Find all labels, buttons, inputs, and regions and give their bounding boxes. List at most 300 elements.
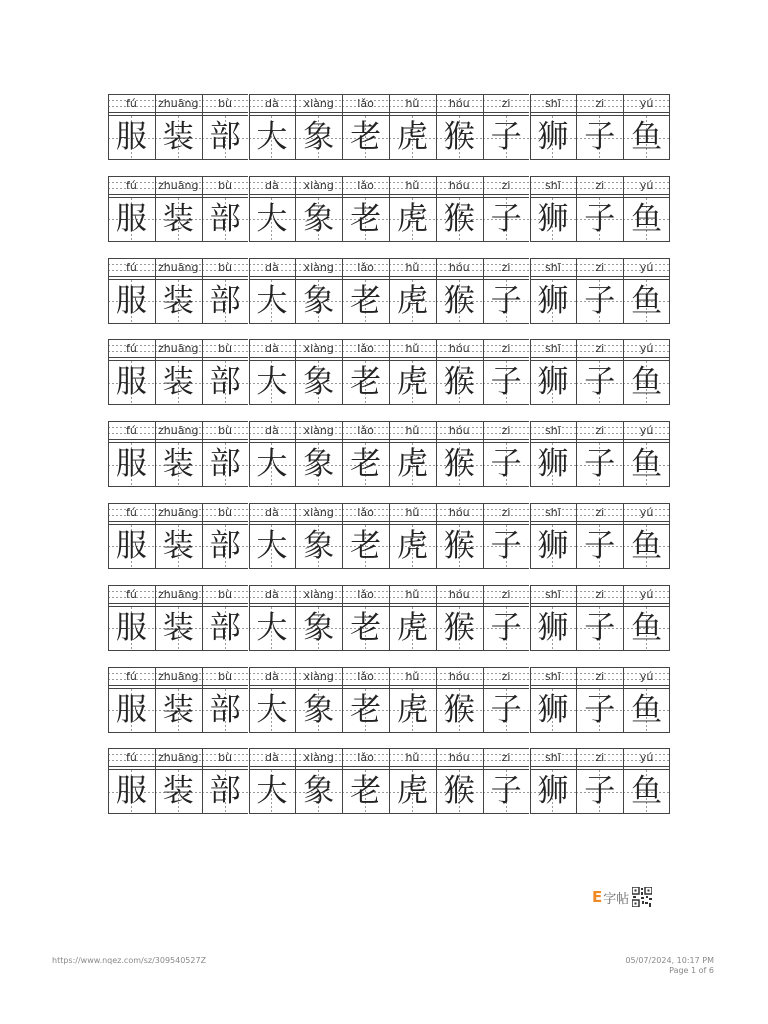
hanzi-box (576, 606, 623, 651)
hanzi-box (295, 279, 342, 324)
practice-row (108, 503, 670, 569)
hanzi-character: 老 (350, 773, 382, 810)
hanzi-character: 老 (350, 691, 382, 728)
pinyin-box (249, 258, 296, 277)
cell-divider (530, 667, 531, 733)
pinyin-box (342, 585, 389, 604)
pinyin-box (623, 421, 670, 440)
practice-cell (483, 176, 530, 242)
pinyin-text: hóu (448, 751, 470, 765)
pinyin-text: hóu (448, 424, 470, 438)
practice-cell (530, 339, 577, 405)
hanzi-box (576, 115, 623, 160)
hanzi-box (389, 524, 436, 569)
pinyin-text: shī (545, 505, 561, 519)
pinyin-text: xiàng (303, 751, 334, 765)
pinyin-box (389, 258, 436, 277)
hanzi-character: 服 (115, 691, 147, 728)
hanzi-box (436, 360, 483, 405)
hanzi-character: 老 (350, 446, 382, 483)
pinyin-text: hǔ (405, 505, 420, 519)
cell-divider (108, 421, 109, 487)
hanzi-character: 鱼 (631, 119, 663, 155)
practice-cell (576, 176, 623, 242)
practice-cell (108, 94, 155, 160)
pinyin-text: hǔ (405, 178, 420, 192)
practice-cell (530, 748, 577, 814)
hanzi-box (623, 606, 670, 651)
pinyin-text: zhuāng (158, 178, 199, 192)
pinyin-box (576, 421, 623, 440)
pinyin-text: yú (639, 178, 654, 192)
cell-divider (530, 421, 531, 487)
hanzi-character: 狮 (537, 773, 569, 810)
hanzi-box (623, 360, 670, 405)
cell-divider (669, 748, 670, 814)
cell-divider (436, 421, 437, 487)
practice-cell (108, 258, 155, 324)
practice-cell (155, 748, 202, 814)
cell-divider (530, 339, 531, 405)
practice-row (108, 748, 670, 814)
hanzi-box (436, 606, 483, 651)
footer-meta (625, 956, 714, 976)
pinyin-text: fú (125, 260, 137, 274)
hanzi-box (483, 688, 530, 733)
practice-cell (623, 176, 670, 242)
hanzi-box (436, 688, 483, 733)
pinyin-box (295, 421, 342, 440)
pinyin-text: fú (125, 178, 137, 192)
practice-cell (295, 421, 342, 487)
cell-divider (436, 176, 437, 242)
pinyin-text: hóu (448, 97, 470, 110)
hanzi-character: 狮 (537, 119, 569, 155)
pinyin-text: hóu (448, 587, 470, 601)
cell-divider (483, 748, 484, 814)
hanzi-character: 鱼 (631, 691, 663, 728)
pinyin-text: lǎo (357, 669, 374, 683)
cell-divider (249, 339, 250, 405)
pinyin-box (576, 94, 623, 113)
pinyin-text: dà (265, 751, 279, 765)
hanzi-box (576, 769, 623, 814)
hanzi-box (483, 524, 530, 569)
cell-divider (669, 667, 670, 733)
pinyin-box (483, 339, 530, 358)
practice-cell (389, 667, 436, 733)
practice-cell (108, 748, 155, 814)
practice-cell (623, 339, 670, 405)
cell-divider (342, 339, 343, 405)
practice-cell (436, 339, 483, 405)
cell-divider (295, 94, 296, 160)
hanzi-character: 部 (209, 282, 241, 319)
hanzi-box (155, 115, 202, 160)
practice-cell (108, 585, 155, 651)
cell-divider (483, 258, 484, 324)
hanzi-box (295, 442, 342, 487)
pinyin-box (202, 748, 249, 767)
pinyin-text: bù (218, 669, 233, 683)
hanzi-box (155, 197, 202, 242)
practice-cell (530, 585, 577, 651)
cell-divider (342, 667, 343, 733)
pinyin-text: shī (545, 260, 561, 274)
hanzi-character: 大 (256, 527, 288, 564)
cell-divider (108, 94, 109, 160)
hanzi-character: 象 (303, 119, 335, 155)
hanzi-box (389, 360, 436, 405)
practice-cell (623, 667, 670, 733)
hanzi-box (483, 197, 530, 242)
cell-divider (342, 503, 343, 569)
pinyin-box (483, 258, 530, 277)
cell-divider (249, 748, 250, 814)
pinyin-text: dà (265, 97, 279, 110)
practice-cell (483, 585, 530, 651)
pinyin-box (108, 667, 155, 686)
pinyin-box (155, 585, 202, 604)
pinyin-text: lǎo (357, 587, 374, 601)
hanzi-box (249, 115, 296, 160)
hanzi-box (530, 115, 577, 160)
cell-divider (108, 667, 109, 733)
cell-divider (342, 585, 343, 651)
hanzi-box (249, 197, 296, 242)
cell-divider (249, 503, 250, 569)
pinyin-text: zi (501, 178, 511, 192)
pinyin-box (389, 94, 436, 113)
pinyin-text: zhuāng (158, 505, 199, 519)
pinyin-box (108, 748, 155, 767)
pinyin-box (530, 176, 577, 195)
hanzi-character: 猴 (443, 282, 475, 319)
cell-divider (389, 339, 390, 405)
hanzi-box (483, 606, 530, 651)
hanzi-box (342, 279, 389, 324)
cell-divider (249, 258, 250, 324)
hanzi-box (623, 524, 670, 569)
practice-cell (108, 667, 155, 733)
practice-cell (155, 258, 202, 324)
hanzi-character: 子 (490, 200, 522, 237)
practice-cell (295, 748, 342, 814)
pinyin-text: shī (545, 342, 561, 356)
practice-cell (389, 176, 436, 242)
practice-cell (295, 585, 342, 651)
logo-text: 字帖 (603, 891, 630, 907)
pinyin-box (108, 421, 155, 440)
hanzi-box (249, 360, 296, 405)
cell-divider (530, 748, 531, 814)
cell-divider (108, 339, 109, 405)
pinyin-box (623, 339, 670, 358)
hanzi-box (295, 688, 342, 733)
practice-cell (155, 585, 202, 651)
practice-cell (576, 421, 623, 487)
hanzi-character: 大 (256, 609, 288, 646)
logo-mark: E (592, 888, 603, 906)
hanzi-character: 老 (350, 364, 382, 401)
cell-divider (576, 339, 577, 405)
hanzi-character: 子 (490, 119, 522, 155)
hanzi-box (202, 197, 249, 242)
practice-cell (108, 421, 155, 487)
pinyin-text: xiàng (303, 342, 334, 356)
hanzi-character: 服 (115, 282, 147, 319)
pinyin-box (108, 585, 155, 604)
pinyin-box (202, 94, 249, 113)
practice-cell (436, 176, 483, 242)
practice-cell (436, 258, 483, 324)
hanzi-box (295, 360, 342, 405)
practice-cell (155, 421, 202, 487)
hanzi-box (295, 769, 342, 814)
practice-cell (155, 339, 202, 405)
hanzi-box (623, 442, 670, 487)
hanzi-box (155, 360, 202, 405)
pinyin-text: fú (125, 587, 137, 601)
pinyin-box (202, 503, 249, 522)
pinyin-box (483, 94, 530, 113)
cell-divider (623, 421, 624, 487)
cell-divider (202, 585, 203, 651)
hanzi-box (483, 769, 530, 814)
pinyin-text: shī (545, 424, 561, 438)
footer-datetime: 05/07/2024, 10:17 PM (625, 956, 714, 965)
cell-divider (295, 176, 296, 242)
cell-divider (389, 258, 390, 324)
hanzi-character: 部 (209, 119, 241, 155)
hanzi-box (202, 769, 249, 814)
hanzi-character: 虎 (396, 282, 428, 319)
pinyin-box (530, 667, 577, 686)
hanzi-box (155, 442, 202, 487)
hanzi-character: 装 (162, 527, 194, 564)
hanzi-box (530, 360, 577, 405)
pinyin-box (295, 503, 342, 522)
cell-divider (249, 585, 250, 651)
pinyin-text: yú (639, 424, 654, 438)
hanzi-character: 猴 (443, 773, 475, 810)
pinyin-text: dà (265, 505, 279, 519)
cell-divider (576, 258, 577, 324)
pinyin-box (249, 585, 296, 604)
hanzi-character: 部 (209, 527, 241, 564)
cell-divider (342, 176, 343, 242)
practice-cell (483, 258, 530, 324)
pinyin-text: xiàng (303, 669, 334, 683)
cell-divider (669, 503, 670, 569)
pinyin-text: lǎo (357, 97, 374, 110)
practice-cell (530, 421, 577, 487)
pinyin-box (155, 667, 202, 686)
pinyin-text: zi (501, 587, 511, 601)
practice-cell (576, 94, 623, 160)
cell-divider (483, 339, 484, 405)
practice-cell (576, 258, 623, 324)
pinyin-text: zi (501, 342, 511, 356)
hanzi-character: 虎 (396, 364, 428, 401)
pinyin-text: xiàng (303, 505, 334, 519)
practice-cell (155, 667, 202, 733)
hanzi-character: 子 (584, 527, 616, 564)
practice-row (108, 339, 670, 405)
pinyin-text: zhuāng (158, 342, 199, 356)
pinyin-text: shī (545, 178, 561, 192)
practice-cell (202, 258, 249, 324)
hanzi-character: 象 (303, 364, 335, 401)
hanzi-character: 鱼 (631, 609, 663, 646)
practice-cell (576, 339, 623, 405)
practice-cell (202, 667, 249, 733)
cell-divider (202, 748, 203, 814)
pinyin-text: fú (125, 669, 137, 683)
pinyin-text: yú (639, 342, 654, 356)
pinyin-box (202, 585, 249, 604)
hanzi-character: 大 (256, 364, 288, 401)
hanzi-box (623, 197, 670, 242)
cell-divider (669, 421, 670, 487)
pinyin-text: bù (218, 751, 233, 765)
pinyin-box (389, 585, 436, 604)
hanzi-character: 鱼 (631, 773, 663, 810)
cell-divider (483, 667, 484, 733)
hanzi-character: 子 (490, 773, 522, 810)
hanzi-character: 猴 (443, 446, 475, 483)
pinyin-box (436, 585, 483, 604)
cell-divider (295, 748, 296, 814)
practice-cell (249, 421, 296, 487)
cell-divider (483, 585, 484, 651)
hanzi-character: 部 (209, 691, 241, 728)
practice-cell (436, 585, 483, 651)
practice-cell (623, 748, 670, 814)
hanzi-character: 猴 (443, 527, 475, 564)
practice-cell (249, 94, 296, 160)
cell-divider (576, 176, 577, 242)
hanzi-box (483, 115, 530, 160)
hanzi-character: 猴 (443, 364, 475, 401)
pinyin-text: dà (265, 260, 279, 274)
practice-row (108, 585, 670, 651)
cell-divider (530, 94, 531, 160)
pinyin-box (155, 176, 202, 195)
hanzi-box (249, 524, 296, 569)
practice-cell (623, 421, 670, 487)
pinyin-text: zi (595, 424, 605, 438)
cell-divider (155, 667, 156, 733)
hanzi-box (436, 442, 483, 487)
hanzi-box (108, 769, 155, 814)
hanzi-box (530, 197, 577, 242)
pinyin-box (530, 748, 577, 767)
practice-cell (576, 585, 623, 651)
hanzi-character: 虎 (396, 527, 428, 564)
hanzi-box (249, 279, 296, 324)
practice-row (108, 667, 670, 733)
hanzi-box (342, 769, 389, 814)
pinyin-box (623, 667, 670, 686)
pinyin-text: yú (639, 505, 654, 519)
pinyin-box (483, 176, 530, 195)
cell-divider (389, 94, 390, 160)
pinyin-text: zhuāng (158, 260, 199, 274)
pinyin-box (623, 585, 670, 604)
hanzi-character: 老 (350, 282, 382, 319)
cell-divider (155, 585, 156, 651)
practice-cell (623, 585, 670, 651)
pinyin-text: lǎo (357, 178, 374, 192)
hanzi-box (576, 197, 623, 242)
hanzi-character: 子 (490, 282, 522, 319)
hanzi-box (108, 606, 155, 651)
pinyin-box (483, 585, 530, 604)
pinyin-box (155, 503, 202, 522)
pinyin-box (295, 176, 342, 195)
hanzi-character: 老 (350, 200, 382, 237)
hanzi-character: 象 (303, 446, 335, 483)
hanzi-box (389, 197, 436, 242)
hanzi-box (389, 688, 436, 733)
hanzi-character: 子 (584, 773, 616, 810)
cell-divider (483, 94, 484, 160)
hanzi-character: 鱼 (631, 282, 663, 319)
hanzi-character: 子 (584, 609, 616, 646)
cell-divider (669, 94, 670, 160)
hanzi-character: 部 (209, 364, 241, 401)
hanzi-box (483, 279, 530, 324)
pinyin-text: fú (125, 97, 137, 110)
pinyin-text: hǔ (405, 669, 420, 683)
cell-divider (108, 585, 109, 651)
cell-divider (530, 176, 531, 242)
practice-cell (389, 748, 436, 814)
hanzi-box (155, 279, 202, 324)
practice-cell (202, 339, 249, 405)
hanzi-character: 装 (162, 773, 194, 810)
cell-divider (576, 421, 577, 487)
practice-row (108, 176, 670, 242)
pinyin-box (389, 667, 436, 686)
hanzi-character: 象 (303, 691, 335, 728)
pinyin-text: hǔ (405, 751, 420, 765)
hanzi-box (155, 606, 202, 651)
pinyin-box (108, 258, 155, 277)
hanzi-box (108, 442, 155, 487)
cell-divider (202, 421, 203, 487)
hanzi-character: 大 (256, 773, 288, 810)
hanzi-character: 装 (162, 446, 194, 483)
hanzi-character: 狮 (537, 364, 569, 401)
practice-cell (295, 339, 342, 405)
pinyin-box (202, 667, 249, 686)
cell-divider (669, 258, 670, 324)
cell-divider (108, 748, 109, 814)
pinyin-text: shī (545, 669, 561, 683)
practice-cell (249, 339, 296, 405)
pinyin-text: bù (218, 424, 233, 438)
cell-divider (669, 585, 670, 651)
cell-divider (249, 176, 250, 242)
cell-divider (576, 503, 577, 569)
pinyin-text: zhuāng (158, 424, 199, 438)
hanzi-character: 大 (256, 691, 288, 728)
cell-divider (530, 585, 531, 651)
practice-cell (389, 585, 436, 651)
pinyin-text: xiàng (303, 260, 334, 274)
